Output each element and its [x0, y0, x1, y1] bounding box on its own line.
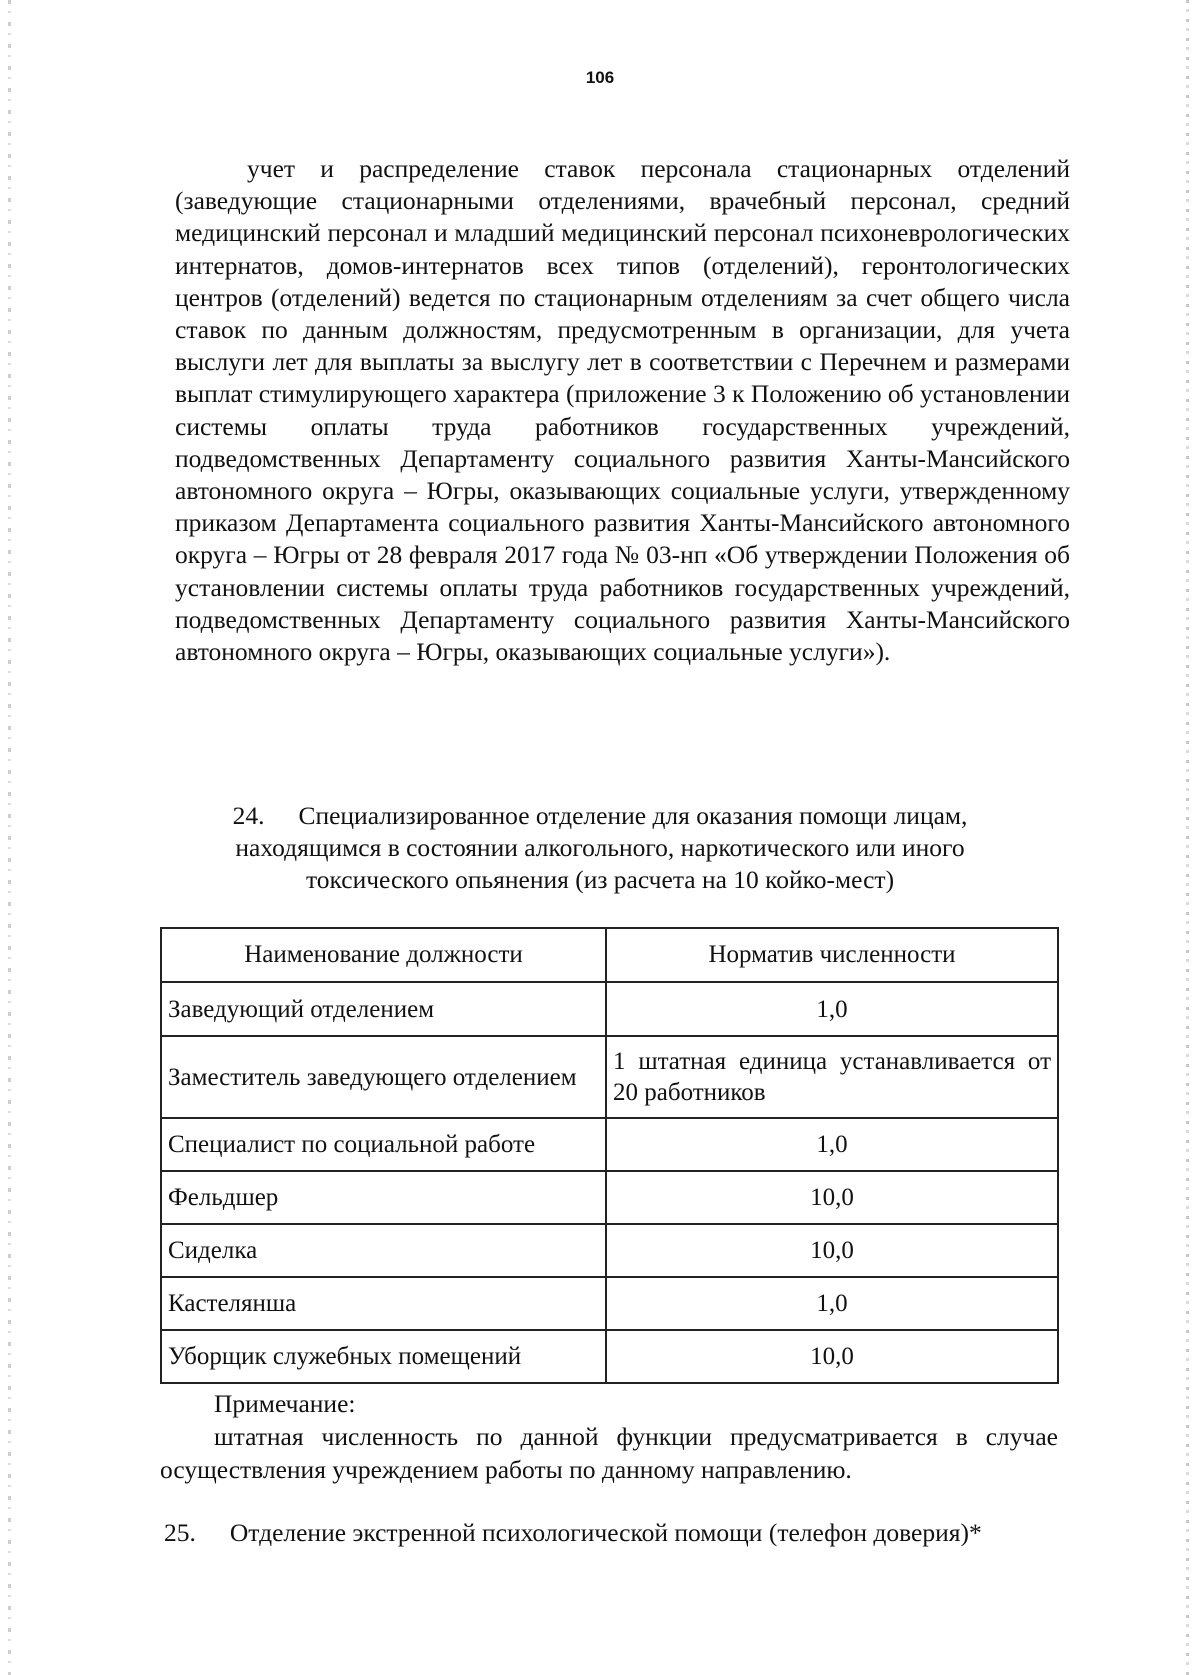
table-cell-norm: 10,0 [606, 1330, 1058, 1383]
table-cell-norm: 1 штатная единица устанавливается от 20 работников [606, 1036, 1058, 1118]
section-24-number: 24. [232, 801, 265, 830]
section-24-title-line-3: токсического опьянения (из расчета на 10 койко-мест) [305, 865, 895, 894]
table-row [161, 1118, 1058, 1171]
table-row [161, 982, 1058, 1036]
section-24-heading [160, 800, 1040, 896]
table-cell-norm: 10,0 [606, 1224, 1058, 1277]
page-number: 106 [585, 68, 615, 87]
note-label: Примечание: [214, 1389, 356, 1418]
table-cell-norm: 10,0 [606, 1171, 1058, 1224]
section-24-title-line-1: 24. Специализированное отделение для оказания помощи лицам, [232, 801, 968, 830]
table-cell-norm: 1,0 [606, 1277, 1058, 1330]
section-25-title: Отделение экстренной психологической помощи (телефон доверия)* [229, 1518, 982, 1547]
body-paragraph: учет и распределение ставок персонала стационарных отделений (заведующие стационарными отделениями, врачебный персонал, средний медицинский персонал и младший медицинский персонал психоневрологических интернатов, домов-интернатов всех типов (отделений), геронтологических центров (отделений) ведется по стационарным отделениям за счет общего числа ставок по данным должностям, предусмотренным в организации, для учета выслуги лет для выплаты за выслугу лет в соответствии с Перечнем и размерами выплат стимулирующего характера (приложение 3 к Положению об установлении системы оплаты труда работников государственных учреждений, подведомственных Департаменту социального развития Ханты-Мансийского автономного округа – Югры, оказывающих социальные услуги, утвержденному приказом Департамента социального развития Ханты-Мансийского автономного округа – Югры от 28 февраля 2017 года № 03-нп «Об утверждении Положения об установлении системы оплаты труда работников государственных учреждений, подведомственных Департаменту социального развития Ханты-Мансийского автономного округа – Югры, оказывающих социальные услуги»). [175, 154, 1070, 667]
table-cell-position: Заместитель заведующего отделением [161, 1036, 606, 1118]
table-header-row [161, 928, 1058, 982]
table-cell-norm: 1,0 [606, 1118, 1058, 1171]
table-cell-position: Специалист по социальной работе [161, 1118, 606, 1171]
table-cell-norm: 1,0 [606, 982, 1058, 1036]
table-cell-position: Фельдшер [161, 1171, 606, 1224]
table-header-position: Наименование должности [161, 928, 606, 982]
note-text: штатная численность по данной функции предусматривается в случае осуществления учреждением работы по данному направлению. [160, 1422, 1058, 1484]
table-row [161, 1036, 1058, 1118]
staffing-table [160, 927, 1059, 1384]
table-cell-position: Сиделка [161, 1224, 606, 1277]
table-cell-position: Заведующий отделением [161, 982, 606, 1036]
scan-edge-right [1186, 0, 1189, 1675]
table-cell-position: Кастелянша [161, 1277, 606, 1330]
section-25-number: 25. [164, 1518, 196, 1547]
table-row [161, 1277, 1058, 1330]
section-25-heading [164, 1517, 982, 1549]
table-row [161, 1171, 1058, 1224]
table-row [161, 1330, 1058, 1383]
table-cell-position: Уборщик служебных помещений [161, 1330, 606, 1383]
table-header-norm: Норматив численности [606, 928, 1058, 982]
table-row [161, 1224, 1058, 1277]
scan-edge-left [8, 0, 11, 1675]
section-24-title-line-2: находящимся в состоянии алкогольного, наркотического или иного [235, 833, 965, 862]
